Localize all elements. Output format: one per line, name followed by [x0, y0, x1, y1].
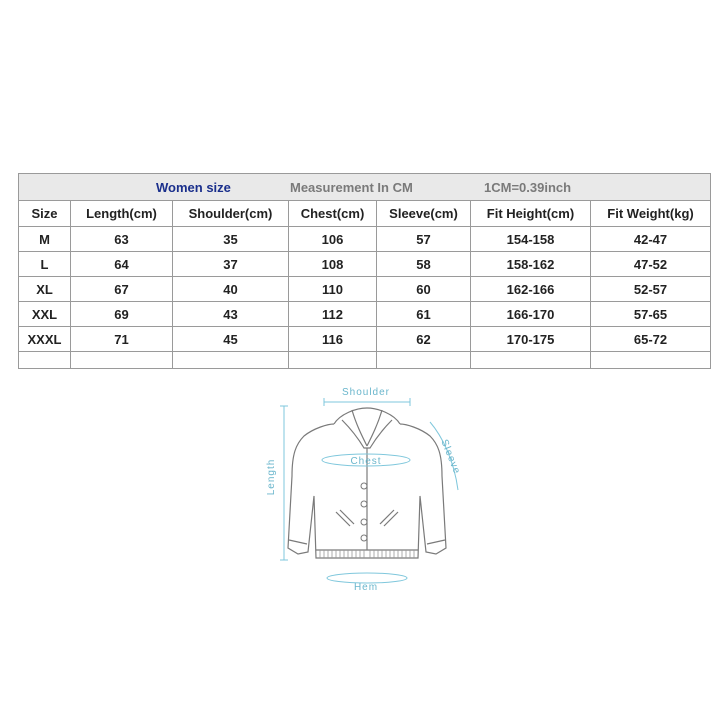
table-cell: 71: [71, 327, 173, 352]
length-label: Length: [266, 458, 277, 496]
table-cell: [19, 352, 71, 369]
table-cell: 108: [289, 252, 377, 277]
table-cell: 37: [173, 252, 289, 277]
table-cell: 67: [71, 277, 173, 302]
table-cell: 116: [289, 327, 377, 352]
table-cell: [289, 352, 377, 369]
size-chart: [18, 173, 710, 369]
table-cell: XXL: [19, 302, 71, 327]
table-cell: 170-175: [471, 327, 591, 352]
table-cell: 47-52: [591, 252, 711, 277]
jacket-measurement-diagram: [258, 380, 478, 595]
measurement-label: Measurement In CM: [290, 180, 413, 195]
jacket-outline: [288, 408, 446, 558]
table-cell: 158-162: [471, 252, 591, 277]
table-cell: 64: [71, 252, 173, 277]
table-row: [19, 327, 711, 352]
table-cell: 162-166: [471, 277, 591, 302]
measurement-lines: [280, 398, 458, 583]
table-cell: 65-72: [591, 327, 711, 352]
table-cell: XXXL: [19, 327, 71, 352]
table-cell: [173, 352, 289, 369]
hem-ribbing: [320, 550, 414, 558]
column-header: Fit Weight(kg): [591, 201, 711, 227]
column-header: Size: [19, 201, 71, 227]
column-header: Shoulder(cm): [173, 201, 289, 227]
sleeve-label: Sleeve: [438, 438, 463, 477]
table-cell: 58: [377, 252, 471, 277]
table-cell: L: [19, 252, 71, 277]
hem-label: Hem: [353, 582, 379, 593]
table-cell: [377, 352, 471, 369]
table-cell: 42-47: [591, 227, 711, 252]
jacket-buttons: [361, 483, 367, 541]
table-row: [19, 227, 711, 252]
table-cell: 110: [289, 277, 377, 302]
jacket-illustration: [258, 380, 478, 595]
table-cell: 166-170: [471, 302, 591, 327]
women-size-label: Women size: [156, 180, 231, 195]
table-cell: 45: [173, 327, 289, 352]
table-cell: 106: [289, 227, 377, 252]
table-cell: 35: [173, 227, 289, 252]
table-cell: 60: [377, 277, 471, 302]
column-header: Fit Height(cm): [471, 201, 591, 227]
table-row: [19, 252, 711, 277]
empty-row: [19, 352, 711, 369]
table-cell: 61: [377, 302, 471, 327]
column-header-row: [19, 201, 711, 227]
table-cell: [591, 352, 711, 369]
size-table: [18, 173, 711, 369]
column-header: Length(cm): [71, 201, 173, 227]
table-cell: 63: [71, 227, 173, 252]
table-row: [19, 277, 711, 302]
table-header-cell: [19, 174, 711, 201]
table-cell: [471, 352, 591, 369]
table-cell: 69: [71, 302, 173, 327]
table-header-row: [19, 174, 711, 201]
table-cell: XL: [19, 277, 71, 302]
table-row: [19, 302, 711, 327]
column-header: Sleeve(cm): [377, 201, 471, 227]
table-cell: 40: [173, 277, 289, 302]
table-cell: M: [19, 227, 71, 252]
table-cell: 52-57: [591, 277, 711, 302]
table-cell: 43: [173, 302, 289, 327]
table-cell: 62: [377, 327, 471, 352]
table-cell: 57: [377, 227, 471, 252]
column-header: Chest(cm): [289, 201, 377, 227]
table-cell: 154-158: [471, 227, 591, 252]
table-cell: 112: [289, 302, 377, 327]
chest-label: Chest: [350, 456, 382, 467]
conversion-label: 1CM=0.39inch: [484, 180, 572, 195]
table-cell: 57-65: [591, 302, 711, 327]
table-cell: [71, 352, 173, 369]
shoulder-label: Shoulder: [341, 387, 391, 398]
